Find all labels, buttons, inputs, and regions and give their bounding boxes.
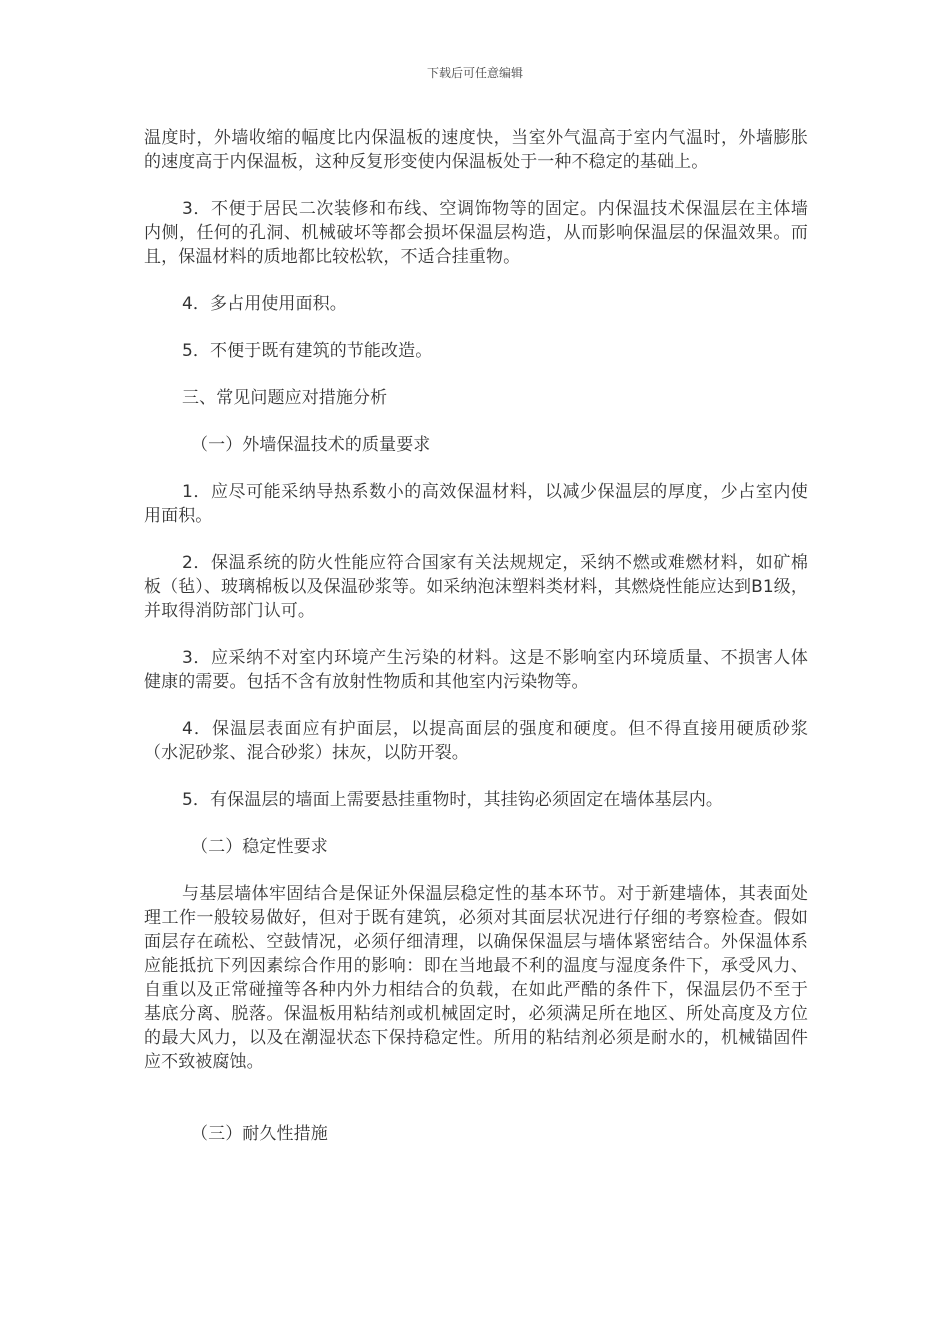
requirement-item-3: 3．应采纳不对室内环境产生污染的材料。这是不影响室内环境质量、不损害人体健康的需要。包括不含有放射性物质和其他室内污染物等。	[144, 648, 808, 692]
document-body	[144, 126, 808, 1169]
subsection-heading-2: （二）稳定性要求	[191, 837, 328, 857]
paragraph-item-4-area: 4．多占用使用面积。	[182, 294, 347, 314]
subsection-heading-3: （三）耐久性措施	[191, 1124, 328, 1144]
section-heading-3: 三、常见问题应对措施分析	[182, 388, 388, 408]
stability-paragraph: 与基层墙体牢固结合是保证外保温层稳定性的基本环节。对于新建墙体，其表面处理工作一般较易做好，但对于既有建筑，必须对其面层状况进行仔细的考察检查。假如面层存在疏松、空鼓情况，必须仔细清理，以确保保温层与墙体紧密结合。外保温体系应能抵抗下列因素综合作用的影响：即在当地最不利的温度与湿度条件下，承受风力、自重以及正常碰撞等各种内外力相结合的负载，在如此严酷的条件下，保温层仍不至于基底分离、脱落。保温板用粘结剂或机械固定时，必须满足所在地区、所处高度及方位的最大风力，以及在潮湿状态下保持稳定性。所用的粘结剂必须是耐水的，机械锚固件应不致被腐蚀。	[144, 884, 808, 1072]
paragraph-item-3-decoration: 3．不便于居民二次装修和布线、空调饰物等的固定。内保温技术保温层在主体墙内侧，任何的孔洞、机械破坏等都会损坏保温层构造，从而影响保温层的保温效果。而且，保温材料的质地都比较松软，不适合挂重物。	[144, 199, 808, 267]
page-header-note: 下载后可任意编辑	[426, 66, 523, 80]
requirement-item-1: 1．应尽可能采纳导热系数小的高效保温材料，以减少保温层的厚度，少占室内使用面积。	[144, 482, 808, 526]
requirement-item-2: 2．保温系统的防火性能应符合国家有关法规规定，采纳不燃或难燃材料，如矿棉板（毡）、玻璃棉板以及保温砂浆等。如采纳泡沫塑料类材料，其燃烧性能应达到B1级，并取得消防部门认可。	[144, 553, 808, 621]
requirement-item-5: 5．有保温层的墙面上需要悬挂重物时，其挂钩必须固定在墙体基层内。	[182, 790, 724, 810]
requirement-item-4: 4．保温层表面应有护面层，以提高面层的强度和硬度。但不得直接用硬质砂浆（水泥砂浆、混合砂浆）抹灰，以防开裂。	[144, 719, 808, 763]
paragraph-continuation: 温度时，外墙收缩的幅度比内保温板的速度快，当室外气温高于室内气温时，外墙膨胀的速度高于内保温板，这种反复形变使内保温板处于一种不稳定的基础上。	[144, 128, 808, 172]
paragraph-item-5-retrofit: 5．不便于既有建筑的节能改造。	[182, 341, 433, 361]
subsection-heading-1: （一）外墙保温技术的质量要求	[191, 435, 431, 455]
